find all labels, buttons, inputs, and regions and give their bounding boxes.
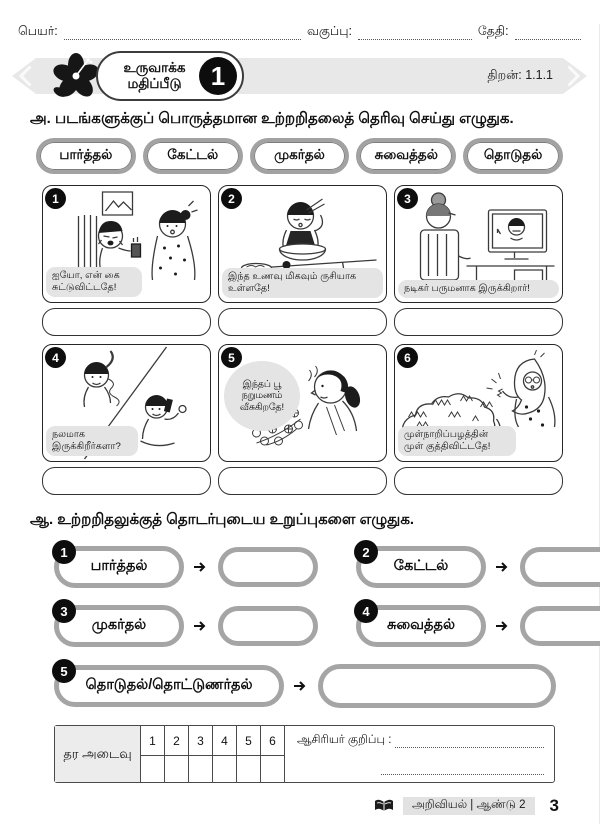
match-3-answer-oval[interactable]	[218, 606, 318, 646]
panel-4-number: 4	[45, 347, 66, 368]
panel-cell-2	[218, 185, 387, 336]
section-a-heading: அ. படங்களுக்குப் பொருத்தமான உற்றறிதலைத் தெரிவு செய்து எழுதுக.	[30, 110, 514, 127]
panel-5-answer-box[interactable]	[218, 467, 387, 495]
match-row-2	[54, 605, 559, 647]
panel-1	[42, 185, 211, 303]
mastery-table	[54, 725, 555, 783]
match-3-number: 3	[52, 599, 76, 623]
panel-cell-1	[42, 185, 211, 336]
word-bank-smelling[interactable]: முகர்தல்	[250, 138, 350, 174]
panel-1-number: 1	[45, 188, 66, 209]
match-group-2	[356, 546, 600, 588]
mastery-col-4-cell[interactable]	[213, 756, 236, 782]
mastery-col-2-cell[interactable]	[165, 756, 188, 782]
match-group-4	[356, 605, 600, 647]
match-4-label-text: சுவைத்தல்	[387, 617, 455, 633]
panel-2-answer-box[interactable]	[218, 308, 387, 336]
mastery-col-4-number: 4	[213, 726, 236, 756]
match-label-hearing	[356, 546, 486, 588]
word-bank	[36, 138, 563, 174]
date-label: தேதி:	[477, 24, 509, 38]
panel-5-speech-bubble: இந்தப் பூ நறுமணம் வீசுகிறதே!	[224, 361, 300, 431]
arrow-right-icon	[293, 680, 309, 692]
match-1-label-text: பார்த்தல்	[90, 558, 148, 574]
banner-title-line1: உருவாக்க	[123, 60, 186, 76]
panel-4-answer-box[interactable]	[42, 467, 211, 495]
mastery-col-5	[237, 726, 261, 782]
panel-6	[394, 344, 563, 462]
class-label: வகுப்பு:	[306, 24, 353, 38]
match-group-5	[54, 664, 556, 708]
mastery-col-2	[165, 726, 189, 782]
match-label-touching	[54, 665, 284, 707]
open-book-icon	[374, 799, 394, 814]
mastery-col-6	[261, 726, 285, 782]
panel-5	[218, 344, 387, 462]
mastery-col-4	[213, 726, 237, 782]
match-group-3	[54, 605, 318, 647]
panel-3-speech-bubble: நடிகர் பருமனாக இருக்கிறார்!	[398, 280, 559, 298]
section-b-heading: ஆ. உற்றறிதலுக்குத் தொடர்புடைய உறுப்புகளை எழுதுக.	[30, 511, 415, 528]
mastery-col-3-cell[interactable]	[189, 756, 212, 782]
name-input-line[interactable]	[64, 26, 301, 40]
teacher-note-area	[285, 726, 554, 782]
mastery-col-6-cell[interactable]	[261, 756, 284, 782]
panel-4-speech-bubble: நலமாக இருக்கிறீர்களா?	[46, 426, 138, 456]
mastery-col-1-number: 1	[141, 726, 164, 756]
mastery-col-1	[141, 726, 165, 782]
panel-3-answer-box[interactable]	[394, 308, 563, 336]
mastery-col-5-number: 5	[237, 726, 260, 756]
panel-6-answer-box[interactable]	[394, 467, 563, 495]
panel-6-number: 6	[397, 347, 418, 368]
arrow-right-icon	[495, 561, 511, 573]
arrow-right-icon	[495, 620, 511, 632]
mastery-col-3-number: 3	[189, 726, 212, 756]
panel-4	[42, 344, 211, 462]
class-input-line[interactable]	[358, 26, 472, 40]
match-5-answer-oval[interactable]	[318, 664, 556, 708]
word-bank-seeing[interactable]: பார்த்தல்	[36, 138, 136, 174]
match-row-1	[54, 546, 559, 588]
match-2-answer-oval[interactable]	[520, 547, 600, 587]
panel-1-speech-bubble: ஐயோ, என் கை சுட்டுவிட்டதே!	[46, 267, 142, 297]
mastery-grid	[141, 726, 285, 782]
teacher-note-line-1[interactable]	[395, 736, 544, 748]
banner-title-pill	[96, 51, 244, 101]
match-5-number: 5	[52, 659, 76, 683]
panel-cell-6	[394, 344, 563, 495]
arrow-right-icon	[193, 620, 209, 632]
panel-2-speech-bubble: இந்த உணவு மிகவும் ருசியாக உள்ளதே!	[222, 268, 383, 298]
skill-code: திறன்: 1.1.1	[487, 68, 553, 82]
date-input-line[interactable]	[515, 26, 581, 40]
match-label-tasting	[356, 605, 486, 647]
panel-cell-4	[42, 344, 211, 495]
mastery-label: தர அடைவு	[55, 726, 141, 782]
word-bank-hearing[interactable]: கேட்டல்	[143, 138, 243, 174]
panel-cell-3	[394, 185, 563, 336]
word-bank-tasting[interactable]: சுவைத்தல்	[356, 138, 456, 174]
page-number: 3	[549, 796, 559, 815]
match-1-number: 1	[52, 540, 76, 564]
mastery-col-2-number: 2	[165, 726, 188, 756]
assessment-number: 1	[199, 57, 237, 95]
banner-title-line2: மதிப்பீடு	[127, 76, 182, 91]
page-header	[18, 24, 581, 40]
match-label-smelling	[54, 605, 184, 647]
panel-6-speech-bubble: முள்நாறிப்பழத்தின் முள் குத்திவிட்டதே!	[398, 426, 516, 456]
word-bank-touching[interactable]: தொடுதல்	[463, 138, 563, 174]
mastery-col-6-number: 6	[261, 726, 284, 756]
panel-2-number: 2	[221, 188, 242, 209]
match-2-number: 2	[354, 540, 378, 564]
panel-3	[394, 185, 563, 303]
matching-exercise	[54, 546, 559, 708]
panel-1-answer-box[interactable]	[42, 308, 211, 336]
arrow-right-icon	[193, 561, 209, 573]
panel-cell-5	[218, 344, 387, 495]
panel-3-number: 3	[397, 188, 418, 209]
match-5-label-text: தொடுதல்/தொட்டுணர்தல்	[85, 677, 253, 693]
match-3-label-text: முகர்தல்	[91, 617, 147, 633]
panel-2	[218, 185, 387, 303]
page-footer	[0, 796, 559, 816]
assessment-banner	[0, 52, 599, 100]
match-label-seeing	[54, 546, 184, 588]
teacher-note-label: ஆசிரியர் குறிப்பு :	[297, 734, 392, 746]
match-2-label-text: கேட்டல்	[393, 558, 449, 574]
mastery-col-5-cell[interactable]	[237, 756, 260, 782]
teacher-note-line-2[interactable]	[381, 763, 544, 775]
subject-badge: அறிவியல் | ஆண்டு 2	[403, 797, 535, 815]
match-4-number: 4	[354, 599, 378, 623]
match-row-3	[54, 664, 559, 708]
mastery-col-3	[189, 726, 213, 782]
match-4-answer-oval[interactable]	[520, 606, 600, 646]
mastery-col-1-cell[interactable]	[141, 756, 164, 782]
banner-title	[114, 60, 195, 91]
panel-5-number: 5	[221, 347, 242, 368]
comic-panel-grid	[42, 185, 563, 495]
match-1-answer-oval[interactable]	[218, 547, 318, 587]
match-group-1	[54, 546, 318, 588]
name-label: பெயர்:	[18, 24, 58, 38]
